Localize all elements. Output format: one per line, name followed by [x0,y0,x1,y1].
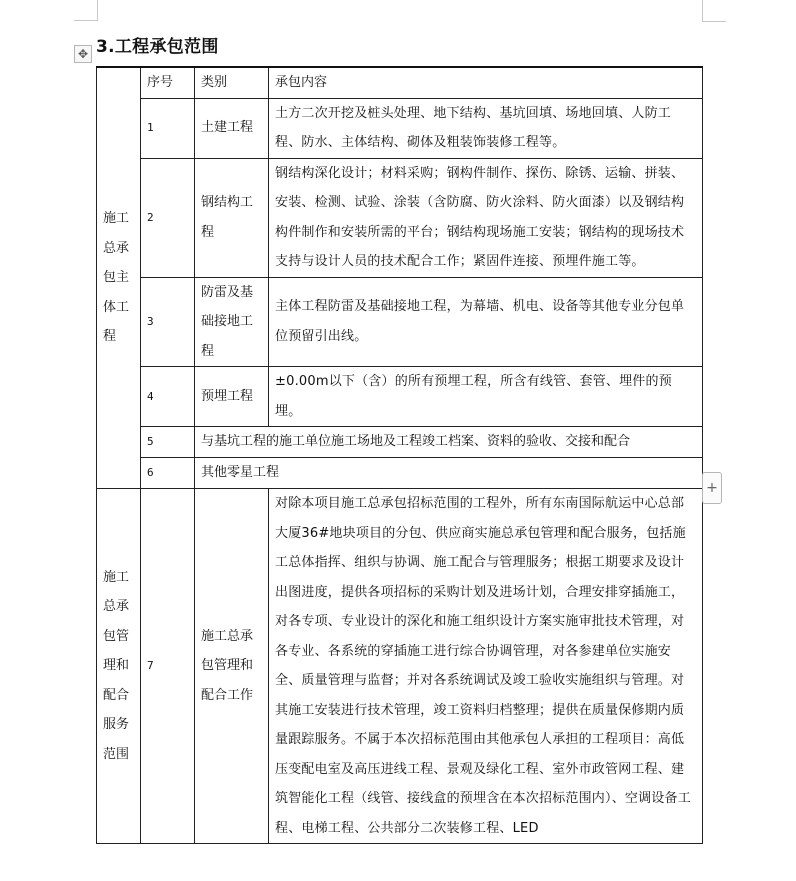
crop-mark-left [97,0,98,20]
row-no: 4 [141,367,195,427]
header-no: 序号 [141,67,195,98]
move-icon[interactable]: ✥ [74,45,92,63]
crop-mark-left-horizontal [74,20,98,21]
row-category: 防雷及基础接地工程 [195,277,269,367]
row-no: 2 [141,158,195,277]
row-category: 施工总承包管理和配合工作 [195,489,269,844]
table-row [97,98,703,158]
row-category: 土建工程 [195,98,269,158]
row-content: ±0.00m以下（含）的所有预埋工程，所含有线管、套管、埋件的预埋。 [269,367,703,427]
row-content: 土方二次开挖及桩头处理、地下结构、基坑回填、场地回填、人防工程、防水、主体结构、砌体及粗装饰装修工程等。 [269,98,703,158]
table-row [97,367,703,427]
group-label-main: 施工总承包主体工程 [97,67,141,489]
row-no: 3 [141,277,195,367]
header-content: 承包内容 [269,67,703,98]
row-content: 钢结构深化设计；材料采购；钢构件制作、探伤、除锈、运输、拼装、安装、检测、试验、涂装（含防腐、防火涂料、防火面漆）以及钢结构构件制作和安装所需的平台；钢结构现场施工安装；钢结构的现场技术支持与设计人员的技术配合工作；紧固件连接、预埋件施工等。 [269,158,703,277]
row-merged-content: 与基坑工程的施工单位施工场地及工程竣工档案、资料的验收、交接和配合 [195,427,703,458]
table-row [97,277,703,367]
row-merged-content: 其他零星工程 [195,458,703,489]
row-category: 钢结构工程 [195,158,269,277]
row-no: 7 [141,489,195,844]
table-row [97,489,703,844]
table-row [97,458,703,489]
table-header-row [97,67,703,98]
row-content: 对除本项目施工总承包招标范围的工程外，所有东南国际航运中心总部大厦36#地块项目的分包、供应商实施总承包管理和配合服务，包括施工总体指挥、组织与协调、施工配合与管理服务；根据工期要求及设计出图进度，提供各项招标的采购计划及进场计划，合理安排穿插施工，对各专项、专业设计的深化和施工组织设计方案实施审批技术管理，对各专业、各系统的穿插施工进行综合协调管理，对各参建单位实施安全、质量管理与监督；并对各系统调试及竣工验收实施组织与管理。对其施工安装进行技术管理，竣工资料归档整理；提供在质量保修期内质量跟踪服务。不属于本次招标范围由其他承包人承担的工程项目：高低压变配电室及高压进线工程、景观及绿化工程、室外市政管网工程、建筑智能化工程（线管、接线盒的预埋含在本次招标范围内）、空调设备工程、电梯工程、公共部分二次装修工程、LED [269,489,703,844]
row-no: 1 [141,98,195,158]
plus-icon[interactable]: + [702,472,722,504]
row-no: 5 [141,427,195,458]
row-content: 主体工程防雷及基础接地工程，为幕墙、机电、设备等其他专业分包单位预留引出线。 [269,277,703,367]
row-no: 6 [141,458,195,489]
scope-table [96,66,703,844]
table-row [97,427,703,458]
group-label-management: 施工总承包管理和配合服务范围 [97,489,141,844]
header-category: 类别 [195,67,269,98]
section-heading: 3.工程承包范围 [96,37,219,57]
table-row [97,158,703,277]
row-category: 预埋工程 [195,367,269,427]
crop-mark-right [702,0,703,22]
crop-mark-right-horizontal [702,21,726,22]
